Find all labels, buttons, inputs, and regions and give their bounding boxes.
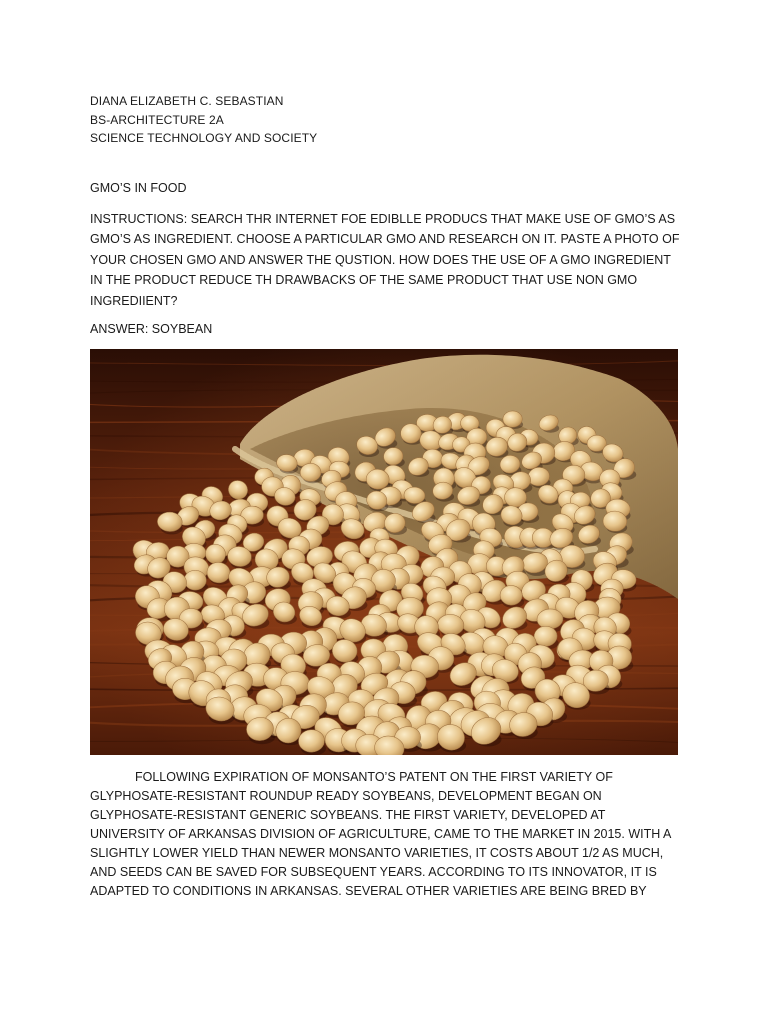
author-name: DIANA ELIZABETH C. SEBASTIAN (90, 94, 284, 108)
soybean (400, 424, 421, 444)
answer-line: ANSWER: SOYBEAN (90, 322, 213, 336)
document-title: GMO’S IN FOOD (90, 180, 187, 195)
document-page (90, 92, 680, 901)
soybean-photo (90, 349, 678, 755)
course-line: BS-ARCHITECTURE 2A (90, 112, 224, 127)
soybean (184, 570, 206, 590)
body-paragraph: FOLLOWING EXPIRATION OF MONSANTO’S PATENT ON THE FIRST VARIETY OF GLYPHOSATE-RESISTANT ROUNDUP READY SOYBEANS, DEVELOPMENT BEGAN ON GLYPHOSATE-RESISTANT GENERIC SOYBEANS. THE FIRST VARIETY, DEVELOPED AT UNIVERSITY OF ARKANSAS DIVISION OF AGRICULTURE, CAME TO THE MARKET IN 2015. WITH A SLIGHTLY LOWER YIELD THAN NEWER MONSANTO VARIETIES, IT COSTS ABOUT 1/2 AS MUCH, AND SEEDS CAN BE SAVED FOR SUBSEQUENT YEARS. ACCORDING TO ITS INNOVATOR, IT IS ADAPTED TO CONDITIONS IN ARKANSAS. SEVERAL OTHER VARIETIES ARE BEING BRED BY (90, 770, 671, 898)
soybean (300, 463, 321, 481)
subject-line: SCIENCE TECHNOLOGY AND SOCIETY (90, 131, 318, 145)
soybean-photo-illustration (90, 349, 678, 755)
instructions-paragraph: INSTRUCTIONS: SEARCH THR INTERNET FOE EDIBLLE PRODUCS THAT MAKE USE OF GMO’S AS GMO’S AS INGREDIENT. CHOOSE A PARTICULAR GMO AND RESEARCH ON IT. PASTE A PHOTO OF YOUR CHOSEN GMO AND ANSWER THE QUSTION. HOW DOES THE USE OF A GMO INGREDIENT IN THE PRODUCT REDUCE TH DRAWBACKS OF THE SAME PRODUCT THAT USE NON GMO INGREDIIENT? (90, 211, 680, 308)
